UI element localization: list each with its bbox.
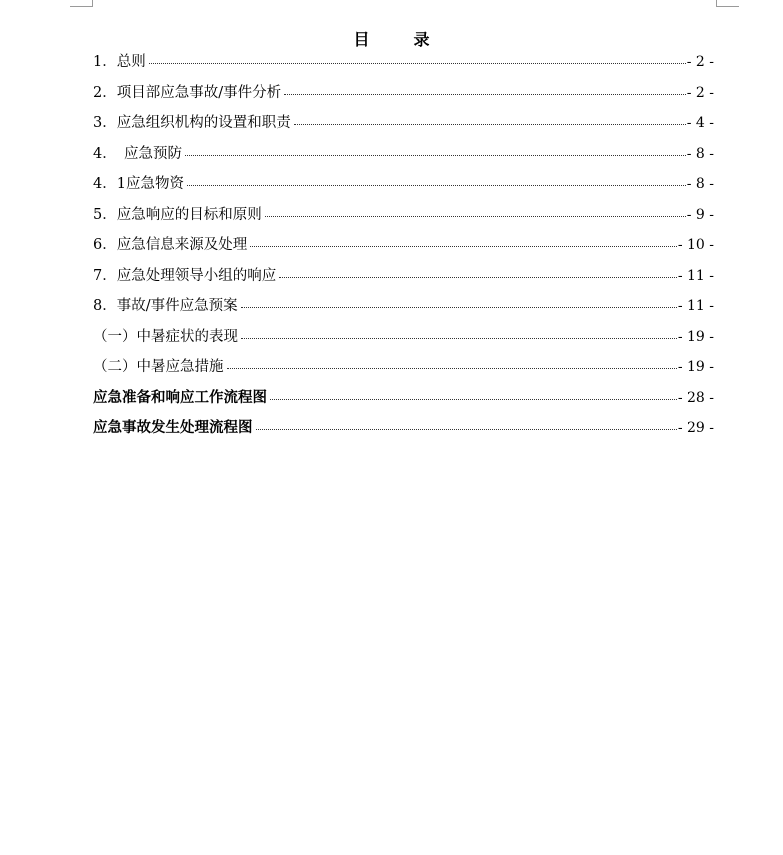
dot-leader: [149, 62, 686, 64]
toc-entry-title: 应急事故发生处理流程图: [93, 419, 253, 436]
dot-leader: [185, 154, 686, 156]
toc-title: 目 录: [353, 30, 444, 49]
toc-entry-title: 3．应急组织机构的设置和职责: [93, 115, 291, 131]
toc-entry-title: （二）中暑应急措施: [93, 359, 224, 375]
toc-entry-title: 4． 应急预防: [93, 145, 182, 162]
toc-entry[interactable]: [93, 266, 714, 297]
dot-leader: [241, 306, 677, 308]
toc-entry[interactable]: [93, 388, 714, 419]
toc-entry-page-number: - 11 -: [677, 298, 714, 314]
toc-entry-title: 1．总则: [93, 54, 146, 70]
toc-entry[interactable]: [93, 357, 714, 388]
toc-entry-page-number: - 19 -: [677, 359, 714, 375]
toc-entry[interactable]: [93, 235, 714, 266]
dot-leader: [279, 276, 677, 278]
toc-entry[interactable]: [93, 52, 714, 83]
dot-leader: [265, 215, 686, 217]
toc-entry-page-number: - 8 -: [686, 145, 714, 162]
toc-entry-page-number: - 11 -: [677, 267, 714, 284]
toc-entry[interactable]: [93, 296, 714, 327]
dot-leader: [227, 367, 677, 369]
toc-entry[interactable]: [93, 113, 714, 144]
toc-entry-title: 应急准备和响应工作流程图: [93, 388, 267, 406]
toc-entry[interactable]: [93, 418, 714, 449]
toc-entry-title: 4．1应急物资: [93, 176, 184, 192]
toc-entry-page-number: - 2 -: [686, 84, 714, 101]
dot-leader: [250, 245, 677, 247]
crop-mark-left: [70, 0, 93, 7]
dot-leader: [284, 93, 686, 95]
toc-entry-title: 8．事故/事件应急预案: [93, 298, 238, 314]
toc-entry-page-number: - 28 -: [677, 389, 714, 406]
dot-leader: [294, 123, 686, 125]
toc-entry-page-number: - 29 -: [677, 420, 714, 436]
toc-entry-title: 5．应急响应的目标和原则: [93, 206, 262, 223]
toc-entry[interactable]: [93, 205, 714, 236]
crop-mark-right: [716, 0, 739, 7]
toc-entry[interactable]: [93, 83, 714, 114]
toc-entry[interactable]: [93, 144, 714, 175]
dot-leader: [270, 398, 677, 400]
dot-leader: [241, 337, 677, 339]
toc-entry-page-number: - 2 -: [686, 54, 714, 70]
dot-leader: [256, 428, 677, 430]
toc-entry-page-number: - 4 -: [686, 115, 714, 131]
toc-entry[interactable]: [93, 327, 714, 358]
toc-entry-page-number: - 19 -: [677, 328, 714, 345]
toc-entry-page-number: - 10 -: [677, 237, 714, 253]
toc-entry-title: 6．应急信息来源及处理: [93, 237, 248, 253]
toc-entry-page-number: - 9 -: [686, 206, 714, 223]
toc-entry-page-number: - 8 -: [686, 176, 714, 192]
toc-entry[interactable]: [93, 174, 714, 205]
toc-entry-title: 2．项目部应急事故/事件分析: [93, 84, 282, 101]
toc-entry-title: 7．应急处理领导小组的响应: [93, 267, 277, 284]
dot-leader: [187, 184, 686, 186]
toc-entry-title: （一）中暑症状的表现: [93, 328, 238, 345]
table-of-contents: [93, 52, 714, 449]
